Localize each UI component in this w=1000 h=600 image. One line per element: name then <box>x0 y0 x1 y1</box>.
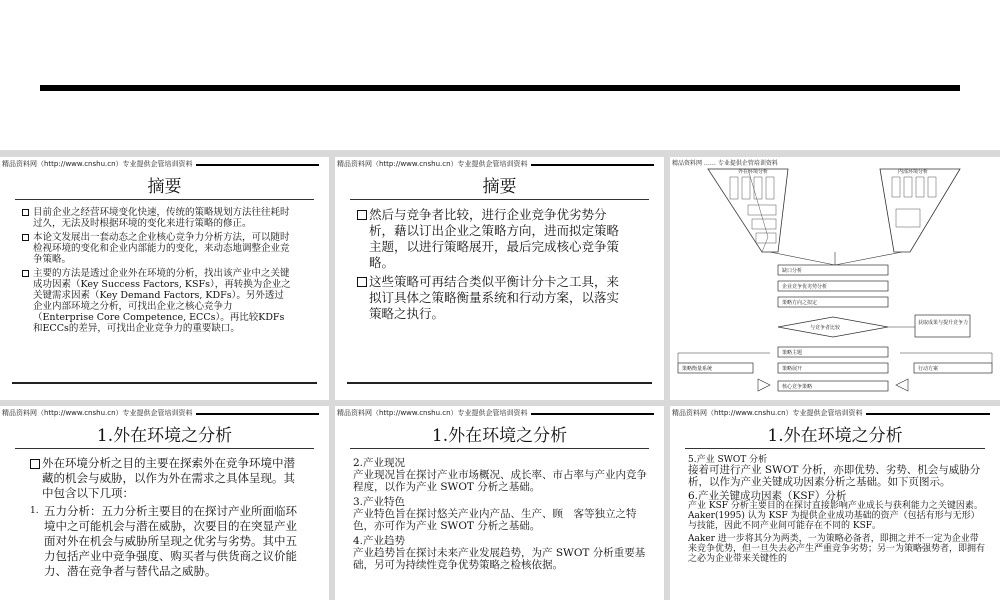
title-rule <box>685 448 985 449</box>
content-block <box>353 456 649 571</box>
checkbox-bullet-icon <box>357 210 367 220</box>
title-rule <box>15 448 314 449</box>
footer-rule <box>347 382 652 384</box>
bottom-left-label: 策略衡量系统 <box>682 366 713 372</box>
top-left-label: 外在环境分析 <box>738 169 769 175</box>
checkbox-bullet-icon <box>22 234 29 241</box>
bullet-text: 外在环境分析之目的主要在探索外在竞争环境中潜藏的机会与威胁，以作为外在需求之具体呈现。其中包含以下几项： <box>42 456 295 500</box>
slide-header <box>670 408 1000 420</box>
slide-title: 1.外在环境之分析 <box>767 426 903 446</box>
slide-external-analysis-2[interactable] <box>335 406 664 600</box>
step-label: 核心竞争策略 <box>782 384 813 390</box>
step-label: 策略展开 <box>782 366 803 372</box>
slide-external-analysis-3[interactable] <box>670 406 1000 600</box>
bullet-text: 然后与竞争者比较，进行企业竞争优劣势分析，藉以订出企业之策略方向，进而拟定策略主题，以进行策略展开，最后完成核心竞争策略。 <box>369 207 620 270</box>
step-label: 策略主题 <box>782 350 803 356</box>
slide-header <box>335 159 664 171</box>
slide-abstract-2[interactable] <box>335 157 664 400</box>
header-text: 精品资料网（http://www.cnshu.cn）专业提供企管培训资料 <box>672 408 866 418</box>
top-right-label: 内部环境分析 <box>898 169 929 175</box>
bullet-item <box>30 456 300 501</box>
section-body: 产业 KSF 分析主要目的在探讨直接影响产业成长与获利能力之关键因素。Aaker(1995) 认为 KSF 为提供企业成功基础的资产（包括有形与无形）与技能，因此不同产业间可能存在不同的 KSF。 <box>688 501 983 531</box>
section-heading: 3.产业特色 <box>353 496 406 508</box>
section-body: Aaker 进一步将其分为两类，一为策略必备者，即拥之并不一定为企业带来竞争优势，但一旦失去必产生严重竞争劣势；另一为策略强势者，即拥有之必为企业带来关键性的 <box>688 534 986 564</box>
strategy-flow-diagram <box>670 157 1000 400</box>
bullet-item <box>22 232 292 265</box>
footer-rule <box>12 382 317 384</box>
section-body: 产业特色旨在探讨悠关产业内产品、生产、顾 客等独立之特色，亦可作为产业 SWOT 分析之基础。 <box>353 508 637 532</box>
bullet-item <box>357 274 629 322</box>
checkbox-bullet-icon <box>22 209 29 216</box>
checkbox-bullet-icon <box>30 459 40 469</box>
title-rule <box>350 448 649 449</box>
bullet-item <box>357 207 629 271</box>
slide-strategy-diagram[interactable] <box>670 157 1000 400</box>
bullet-item <box>22 207 292 229</box>
title-rule <box>350 199 649 200</box>
section-heading: 6.产业关键成功因素（KSF）分析 <box>688 490 847 502</box>
step-label: 企业竞争优劣势分析 <box>782 284 828 290</box>
step-label: 与竞争者比较 <box>810 325 841 331</box>
header-text: 精品资料网（http://www.cnshu.cn）专业提供企管培训资料 <box>2 408 196 418</box>
header-text: 精品资料网（http://www.cnshu.cn）专业提供企管培训资料 <box>337 159 531 169</box>
checkbox-bullet-icon <box>22 270 29 277</box>
section-body: 产业趋势旨在探讨未来产业发展趋势，为产 SWOT 分析重要基础，另可为持续性竞争优势策略之检核依据。 <box>353 547 646 571</box>
side-label: 获取成果与提升竞争力 <box>918 320 969 326</box>
step-label: 策略方向之拟定 <box>782 300 818 306</box>
section-body: 接着可进行产业 SWOT 分析，亦即优势、劣势、机会与威胁分析，以作为产业关键成功因素分析之基础。如下页图示。 <box>688 464 981 488</box>
bottom-right-label: 行动方案 <box>918 366 939 372</box>
slide-title: 1.外在环境之分析 <box>431 426 568 446</box>
slide-header: 精品资料网 …… 专业提供企管培训资料 <box>672 160 778 167</box>
item-text: 五力分析：五力分析主要目的在探讨产业所面临环境中之可能机会与潜在威胁，次要目的在突显产业面对外在机会与威胁所呈现之优劣与劣势。其中五力包括产业中竞争强度、购买者与供货商之议价能力、潜在竞争者与替代品之威胁。 <box>44 504 297 578</box>
slide-title: 摘要 <box>147 177 182 197</box>
bullet-text: 目前企业之经营环境变化快速，传统的策略规划方法往往耗时过久，无法及时根据环境的变化来进行策略的修正。 <box>33 207 290 229</box>
step-label: 缺口分析 <box>782 268 803 274</box>
slide-abstract-1[interactable] <box>0 157 329 400</box>
item-number: 1. <box>30 506 39 516</box>
bullet-list <box>357 207 629 325</box>
section-heading: 4.产业趋势 <box>353 535 406 547</box>
slide-header <box>0 408 329 420</box>
slide-title: 摘要 <box>482 177 517 197</box>
checkbox-bullet-icon <box>357 277 367 287</box>
top-divider-bar <box>40 85 960 91</box>
section-heading: 2.产业现况 <box>353 457 406 469</box>
numbered-item <box>30 504 300 579</box>
section-body: 产业现况旨在探讨产业市场概况、成长率、市占率与产业内竞争程度，以作为产业 SWOT 分析之基础。 <box>353 469 647 493</box>
slide-title: 1.外在环境之分析 <box>96 426 233 446</box>
content-block <box>688 454 986 564</box>
slide-header <box>0 159 329 171</box>
title-rule <box>15 199 314 200</box>
bullet-text: 本论文发展出一套动态之企业核心竞争力分析方法，可以随时检视环境的变化和企业内部能力的变化，来动态地调整企业竞争策略。 <box>33 232 290 265</box>
section-heading: 5.产业 SWOT 分析 <box>688 455 768 465</box>
bullet-text: 这些策略可再结合类似平衡计分卡之工具，来拟订具体之策略衡量系统和行动方案，以落实策略之执行。 <box>369 274 620 321</box>
bullet-item <box>22 268 292 334</box>
header-text: 精品资料网（http://www.cnshu.cn）专业提供企管培训资料 <box>337 408 531 418</box>
header-text: 精品资料网（http://www.cnshu.cn）专业提供企管培训资料 <box>2 159 196 169</box>
bullet-list <box>22 207 292 337</box>
bullet-text: 主要的方法是透过企业外在环境的分析，找出该产业中之关键成功因素（Key Success Factors, KSFs），再转换为企业之关键需求因素（Key Demand Factors, KDFs）。另外透过企业内部环境之分析，可找出企业之核心竞争力（Enterprise Core Competence, ECCs）。再比较KDFs和ECCs的差异，可找出企业竞争力的重要缺口。 <box>33 268 291 334</box>
slide-external-analysis-1[interactable] <box>0 406 329 600</box>
content-block <box>30 456 300 579</box>
slide-header <box>335 408 664 420</box>
